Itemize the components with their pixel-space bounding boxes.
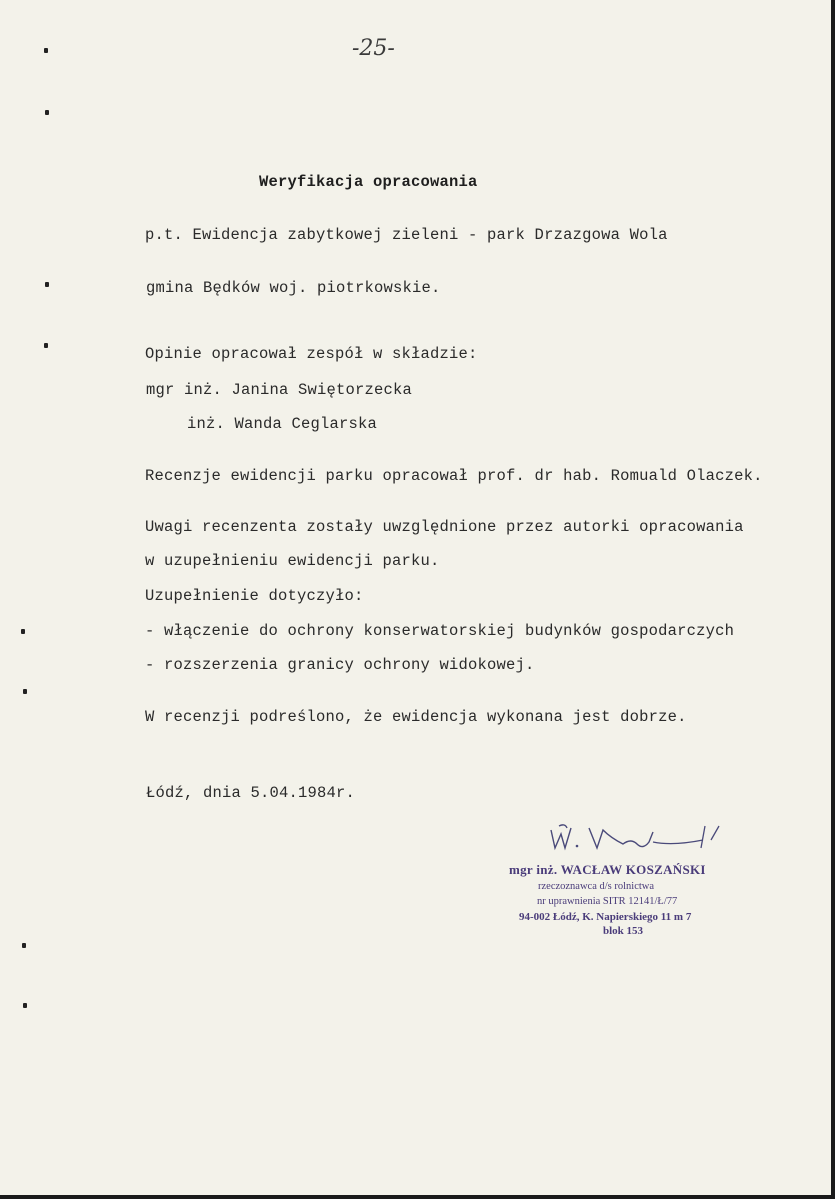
margin-mark (23, 689, 27, 694)
text-line-opinie: Opinie opracował zespół w składzie: (145, 345, 478, 363)
text-line-author2: inż. Wanda Ceglarska (187, 415, 378, 433)
margin-mark (45, 110, 49, 115)
document-title: Weryfikacja opracowania (259, 173, 478, 191)
margin-mark (21, 629, 25, 634)
margin-mark (45, 282, 49, 287)
margin-mark (44, 48, 48, 53)
text-line-author1: mgr inż. Janina Swiętorzecka (146, 381, 413, 399)
signature (545, 818, 735, 858)
margin-mark (44, 343, 48, 348)
margin-mark (22, 943, 26, 948)
text-line-recenzje: Recenzje ewidencji parku opracował prof. dr hab. Romuald Olaczek. (145, 467, 763, 485)
stamp-line-2: rzeczoznawca d/s rolnictwa (538, 881, 655, 892)
date-line: Łódź, dnia 5.04.1984r. (146, 784, 356, 802)
text-line-uzupelnienie: Uzupełnienie dotyczyło: (145, 587, 364, 605)
list-item-1: - włączenie do ochrony konserwatorskiej budynków gospodarczych (145, 622, 735, 640)
page-number: -25- (352, 36, 395, 61)
list-item-2: - rozszerzenia granicy ochrony widokowej. (145, 656, 535, 674)
text-line-uwagi-1: Uwagi recenzenta zostały uwzględnione przez autorki opracowania (145, 518, 744, 536)
stamp-line-3: nr uprawnienia SITR 12141/Ł/77 (537, 896, 678, 907)
text-line-uwagi-2: w uzupełnieniu ewidencji parku. (145, 552, 440, 570)
text-line-pt: p.t. Ewidencja zabytkowej zieleni - park Drzazgowa Wola (145, 226, 668, 244)
stamp-line-5: blok 153 (603, 925, 644, 937)
stamp-name: mgr inż. WACŁAW KOSZAŃSKI (509, 862, 706, 877)
text-line-podkreslono: W recenzji podreślono, że ewidencja wykonana jest dobrze. (145, 708, 687, 726)
stamp-line-4: 94-002 Łódź, K. Napierskiego 11 m 7 (519, 911, 692, 923)
margin-mark (23, 1003, 27, 1008)
text-line-gmina: gmina Będków woj. piotrkowskie. (146, 279, 441, 297)
